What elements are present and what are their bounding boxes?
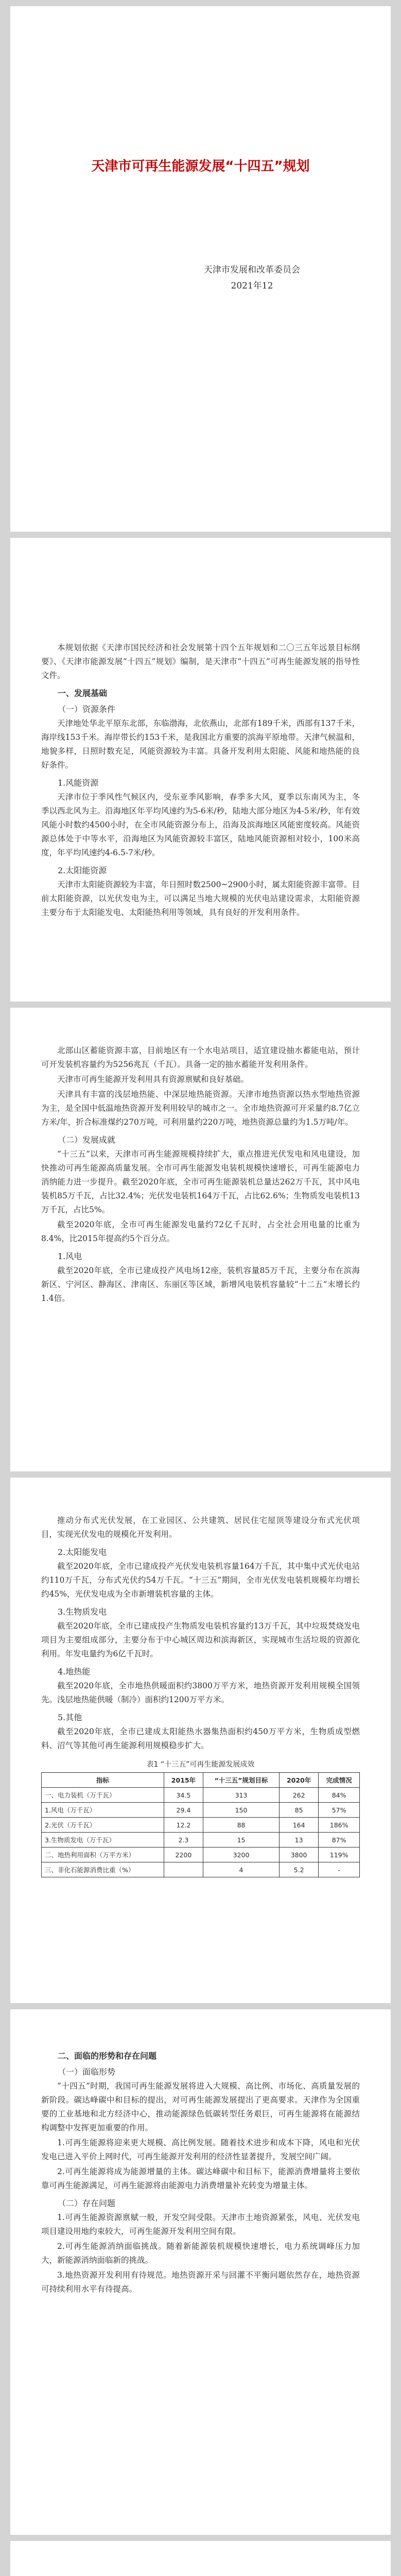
subsection-heading: （一）面临形势 [58,2067,116,2077]
table-cell: 29.4 [164,1803,203,1818]
table-cell [164,1862,203,1877]
subsection-heading: 3.生物质发电 [58,1607,107,1617]
subsection-heading: （一）资源条件 [58,704,116,714]
table-row [42,1818,360,1833]
page-1 [10,538,391,1002]
subsection-heading: （二）存在问题 [58,2198,116,2208]
table-cell: 164 [279,1818,318,1833]
table-cell: 57% [319,1803,360,1818]
table-cell: - [319,1862,360,1877]
subsection-heading: 4.地热能 [58,1667,91,1676]
table-cell: 85 [279,1803,318,1818]
page-4 [10,2009,391,2535]
paragraph: 北部山区蓄能资源丰富，目前地区有一个水电站项目，适宜建设抽水蓄能电站，预计可开发装机容量约为5256兆瓦（千瓦）。具备一定的抽水蓄能开发利用条件。 [41,1046,360,1069]
section-heading: 一、发展基础 [58,688,108,698]
table-cell: 三、非化石能源消费比重（%） [42,1862,164,1877]
table-cell: 1.风电（万千瓦） [42,1803,164,1818]
cover-page [10,6,391,532]
table-cell: 4 [203,1862,280,1877]
table-cell: 13 [279,1833,318,1848]
table-header-row [42,1773,360,1788]
table-cell: 二、地热利用面积（万平方米） [42,1848,164,1862]
paragraph: 2.可再生能源消纳面临挑战。随着新能源装机规模快速增长，电力系统调峰压力加大，新能源消纳面临新的挑战。 [41,2242,360,2265]
table-cell: 150 [203,1803,280,1818]
table-cell: 186% [319,1818,360,1833]
table-header: 指标 [42,1773,164,1788]
paragraph: 1.可再生能源资源禀赋一般，开发空间受限。天津市土地资源紧张，风电、光伏发电项目建设用地约束较大，可再生能源开发利用空间有限。 [41,2213,360,2236]
table-cell: 一、电力装机（万千瓦） [42,1788,164,1803]
issue-date: 2021年12 [231,281,273,291]
paragraph: 2.可再生能源将成为能源增量的主体。碳达峰碳中和目标下，能源消费增量将主要依靠可再生能源满足，可再生能源将由能源电力消费增量补充转变为增量主体。 [41,2167,360,2190]
paragraph: 截至2020年底，全市已建成投产生物质发电装机容量约13万千瓦，其中垃圾焚烧发电项目为主要组成部分，主要分布于中心城区周边和滨海新区，实现城市生活垃圾的资源化利用。年发电量约为6亿千瓦时。 [41,1621,360,1658]
table-header: 完成情况 [319,1773,360,1788]
table-row [42,1862,360,1877]
table-cell: 15 [203,1833,280,1848]
table-cell: 87% [319,1833,360,1848]
table-row [42,1848,360,1862]
table-cell: 313 [203,1788,280,1803]
paragraph: “十三五”以来，天津市可再生能源规模持续扩大，重点推进光伏发电和风电建设，加快推动可再生能源高质量发展。全市可再生能源发电装机规模快速增长，可再生能源电力消纳能力进一步提升。截至2020年底，全市可再生能源装机总量达262万千瓦，其中风电装机85万千瓦，占比32.4%；光伏发电装机164万千瓦，占比62.6%；生物质发电装机13万千瓦，占比5%。 [41,1149,360,1214]
paragraph: 天津市位于季风性气候区内，受东亚季风影响，春季多大风，夏季以东南风为主，冬季以西北风为主。沿海地区年平均风速约为5-6米/秒，陆地大部分地区为4-5米/秒，年有效风能小时数约4500小时，在全市风能资源分布上，沿海及滨海地区风能密度较高。风能资源总体处于中等水平，沿海地区为风能资源较丰富区，陆地风能资源相对较小，100米高度，年平均风速约4-6.5-7米/秒。 [41,792,360,857]
table-cell: 12.2 [164,1818,203,1833]
table-cell: 3200 [203,1848,280,1862]
table-cell: 119% [319,1848,360,1862]
table-caption: 表1 “十三五”可再生能源发展成效 [146,1760,255,1769]
subsection-heading: （二）发展成就 [58,1135,116,1145]
table-row [42,1788,360,1803]
table-cell: 5.2 [279,1862,318,1877]
table-cell: 3800 [279,1848,318,1862]
paragraph: 天津市可再生能源开发利用具有资源禀赋和良好基础。 [57,1075,249,1084]
paragraph: 截至2020年底，全市地热供暖面积约3800万平方米，地热资源开发利用规模全国领先。浅层地热能供暖（制冷）面积约1200万平方米。 [41,1681,360,1704]
table-cell: 262 [279,1788,318,1803]
table-cell: 2.光伏（万千瓦） [42,1818,164,1833]
subsection-heading: 2.太阳能发电 [58,1547,107,1557]
table-cell: 2200 [164,1848,203,1862]
document-title: 天津市可再生能源发展“十四五”规划 [91,159,310,174]
table-row [42,1833,360,1848]
table-header: “十三五”规划目标 [203,1773,280,1788]
table-cell: 2.3 [164,1833,203,1848]
table-header: 2015年 [164,1773,203,1788]
paragraph: 天津具有丰富的浅层地热能、中深层地热能资源。天津市地热资源以热水型地热资源为主，是全国中低温地热资源开发利用较早的城市之一。全市地热资源可开采量约8.7亿立方米/年，折合标准煤约270万吨，可利用量约220万吨，地热资源总量约为1.5万吨/年。 [41,1090,360,1127]
page-3 [10,1478,391,2003]
paragraph: 天津地处华北平原东北部，东临渤海，北依燕山，北部有189千米，西部有137千米，海岸线153千米。海岸带长约153千米，是我国北方重要的滨海平原地带。天津气候温和，地貌多样，日照时数充足，风能资源较为丰富。具备开发利用太阳能、风能和地热能的良好条件。 [41,719,360,770]
paragraph: 截至2020年底，全市已建成投产风电场12座，装机容量85万千瓦，主要分布在滨海新区、宁河区、静海区、津南区、东丽区等区域，新增风电装机容量较“十二五”末增长约1.4倍。 [41,1266,360,1303]
paragraph: 截至2020年底，全市可再生能源发电量约72亿千瓦时，占全社会用电量的比重为8.4%，比2015年提高约5个百分点。 [41,1220,360,1243]
subsection-heading: 2.太阳能资源 [58,866,107,875]
paragraph: “十四五”时期，我国可再生能源发展将进入大规模、高比例、市场化、高质量发展的新阶段。碳达峰碳中和目标的提出，对可再生能源发展提出了更高要求。天津作为全国重要的工业基地和北方经济中心，推动能源绿色低碳转型任务艰巨，可再生能源将在能源结构调整中发挥更加重要的作用。 [41,2081,360,2132]
paragraph: 截至2020年底，全市已建成投产光伏发电装机容量164万千瓦，其中集中式光伏电站约110万千瓦，分布式光伏约54万千瓦。“十三五”期间，全市光伏发电装机规模年均增长约45%，光伏发电成为全市新增装机容量的主体。 [41,1562,360,1599]
table-cell: 3.生物质发电（万千瓦） [42,1833,164,1848]
table-cell: 84% [319,1788,360,1803]
subsection-heading: 5.其他 [58,1713,82,1722]
table-header: 2020年 [279,1773,318,1788]
issuer: 天津市发展和改革委员会 [204,265,300,275]
page-2 [10,1008,391,1471]
table-cell: 88 [203,1818,280,1833]
subsection-heading: 1.风能资源 [58,778,99,788]
table-cell: 34.5 [164,1788,203,1803]
paragraph: 本规划依据《天津市国民经济和社会发展第十四个五年规划和二〇三五年远景目标纲要》、《天津市能源发展“十四五”规划》编制，是天津市“十四五”可再生能源发展的指导性文件。 [41,643,360,680]
table-row [42,1803,360,1818]
paragraph: 3.地热资源开发利用有待规范。地热资源开采与回灌不平衡问题依然存在，地热资源可持续利用水平有待提高。 [41,2270,360,2294]
paragraph: 推动分布式光伏发展，在工业园区、公共建筑、居民住宅屋顶等建设分布式光伏项目，实现光伏发电的规模化开发利用。 [41,1516,360,1539]
section-heading: 二、面临的形势和存在问题 [58,2051,157,2061]
page-5 [10,2541,391,2576]
paragraph: 1.可再生能源将迎来更大规模、高比例发展。随着技术进步和成本下降，风电和光伏发电已进入平价上网时代，可再生能源开发利用的经济性显著提升，发展空间广阔。 [41,2138,360,2161]
achievement-table [41,1772,360,1877]
subsection-heading: 1.风电 [58,1251,82,1261]
paragraph: 天津市太阳能资源较为丰富，年日照时数2500~2900小时，属太阳能资源丰富带。目前太阳能资源，以光伏发电为主，可以满足当地大规模的光伏电站建设需求，太阳能资源主要分布于太阳能发电、太阳能热利用等领域，具有良好的开发利用条件。 [41,880,360,917]
paragraph: 截至2020年底，全市已建成太阳能热水器集热面积约450万平方米，生物质成型燃料、沼气等其他可再生能源利用规模稳步扩大。 [41,1727,360,1750]
